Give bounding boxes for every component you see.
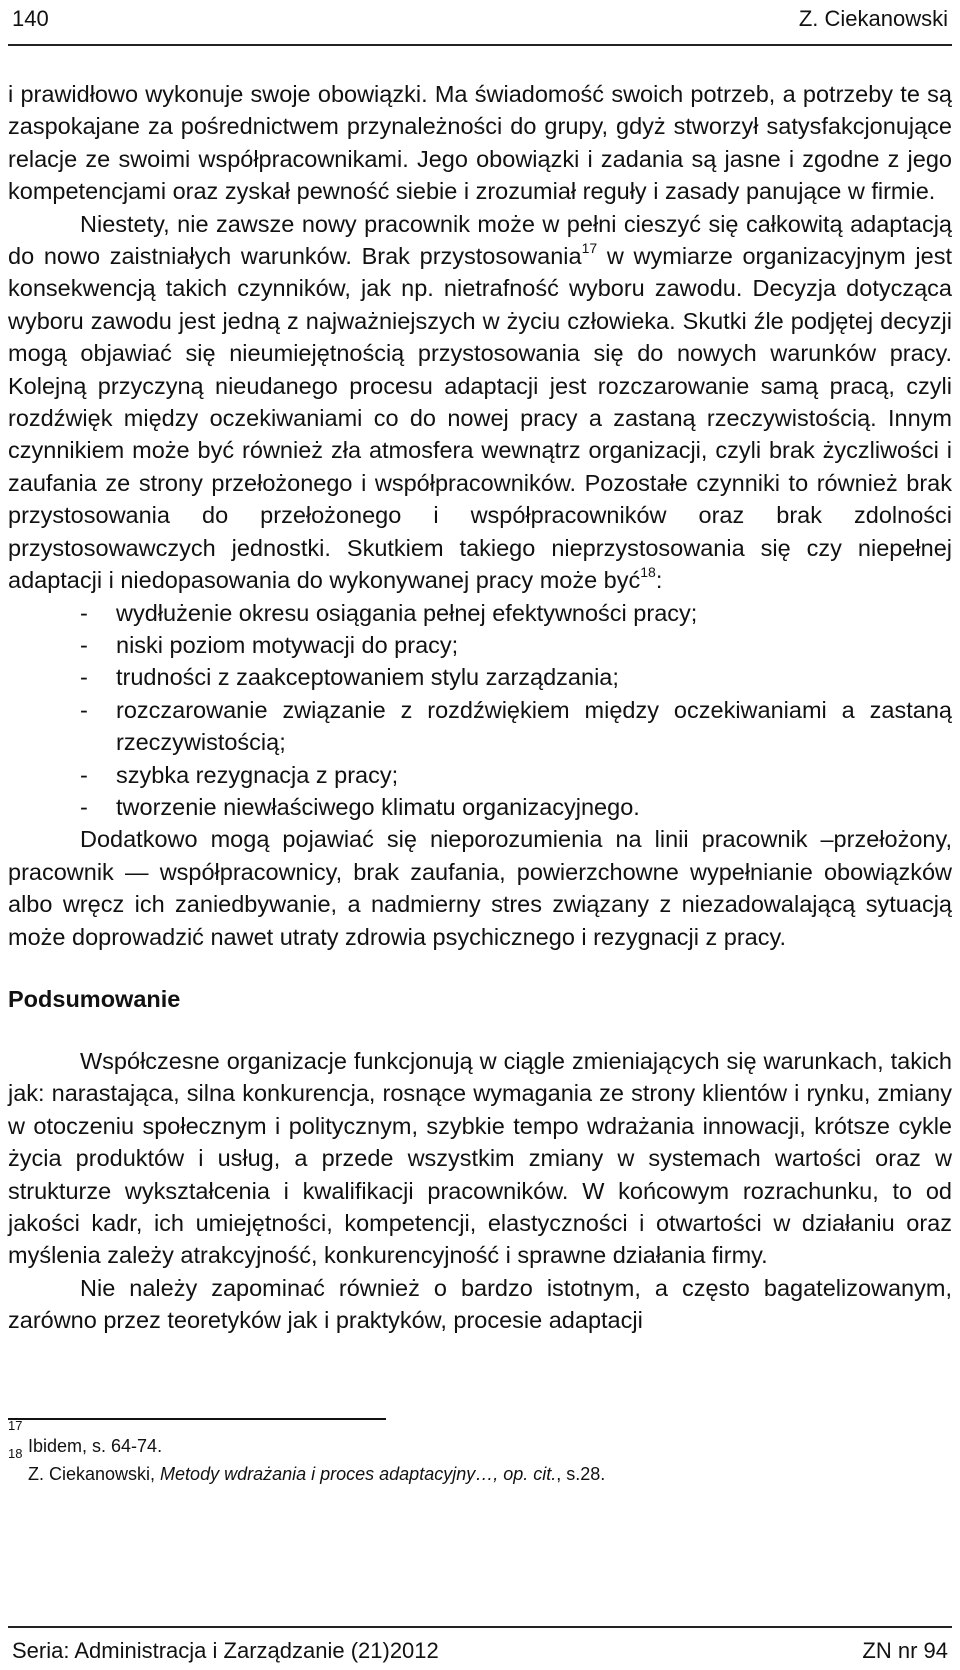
dash-bullet: - xyxy=(80,631,88,658)
dash-bullet: - xyxy=(80,599,88,626)
paragraph-text: w wymiarze organizacyjnym jest konsekwencją takich czynników, jak np. nietrafność wyboru zawodu. Decyzja dotycząca wyboru zawodu jest jedną z najważniejszych w życiu człowieka. Skutki źle podjętej decyzji mogą objawiać się nieumiejętnością przystosowania się do nowych warunków pracy. Kolejną przyczyną nieudanego procesu adaptacji jest rozczarowanie samą pracą, czyli rozdźwięk między oczekiwaniami co do nowej pracy a zastaną rzeczywistością. Innym czynnikiem może być również zła atmosfera wewnątrz organizacji, czyli brak życzliwości i zaufania ze strony przełożonego i współpracowników. Pozostałe czynniki to również brak przystosowania do przełożonego i współpracowników oraz brak zdolności przystosowawczych jednostki. Skutkiem takiego nieprzystosowania się czy niepełnej adaptacji i niedopasowania do wykonywanej pracy może być xyxy=(8,243,952,594)
issue-number: ZN nr 94 xyxy=(862,1638,948,1663)
list-item-text: trudności z zaakceptowaniem stylu zarządzania; xyxy=(116,664,619,691)
footnote-text: Ibidem, s. 64-74. xyxy=(28,1436,163,1456)
main-text xyxy=(8,78,952,1337)
dash-bullet: - xyxy=(80,761,88,788)
paragraph-misunderstandings: Dodatkowo mogą pojawiać się nieporozumienia na linii pracownik –przełożony, pracownik — współpracownicy, brak zaufania, powierzchowne wypełnianie obowiązków albo wręcz ich zaniedbywanie, a nadmierny stres związany z niezadowalającą sytuacją może doprowadzić nawet utraty zdrowia psychicznego i rezygnacji z pracy. xyxy=(8,826,952,950)
effects-list xyxy=(8,597,952,824)
journal-series: Seria: Administracja i Zarządzanie (21)2012 xyxy=(12,1638,439,1663)
paragraph-continued: i prawidłowo wykonuje swoje obowiązki. Ma świadomość swoich potrzeb, a potrzeby te są zaspokajane za pośrednictwem przynależności do grupy, gdyż stworzył satysfakcjonujące relacje ze swoimi współpracownikami. Jego obowiązki i zadania są jasne i zgodne z jego kompetencjami oraz zyskał pewność siebie i zrozumiał reguły i zasady panujące w firmie. xyxy=(8,81,952,205)
page-header xyxy=(8,0,952,46)
footnote-text: Z. Ciekanowski, xyxy=(28,1464,161,1484)
footnote-separator xyxy=(8,1418,386,1420)
paragraph-summary: Współczesne organizacje funkcjonują w ciągle zmieniających się warunkach, takich jak: narastająca, silna konkurencja, rosnące wymagania ze strony klientów i rynku, zmiany w otoczeniu społecznym i politycznym, szybkie tempo wdrażania innowacji, krótsze cykle życia produktów i usług, a przede wszystkim zmiany w systemach wartości oraz w strukturze wykształcenia i kwalifikacji pracowników. W końcowym rozrachunku, to od jakości kadr, ich umiejętności, kompetencji, elastyczności i otwartości w działaniu oraz myślenia zależy atrakcyjność, konkurencyjność i sprawne działania firmy. xyxy=(8,1047,952,1269)
list-item xyxy=(8,759,952,791)
list-item-text: szybka rezygnacja z pracy; xyxy=(116,761,399,788)
dash-bullet: - xyxy=(80,664,88,691)
footnote-title: Metody wdrażania i proces adaptacyjny…, op. cit. xyxy=(160,1464,557,1484)
dash-bullet: - xyxy=(80,793,88,820)
paragraph-text: : xyxy=(655,567,663,594)
list-item xyxy=(8,597,952,629)
list-item xyxy=(8,629,952,661)
list-item-text: rozczarowanie związanie z rozdźwiękiem między oczekiwaniami a zastaną rzeczywistością; xyxy=(116,696,952,756)
list-item xyxy=(8,791,952,823)
section-heading: Podsumowanie xyxy=(8,985,181,1012)
list-item-text: tworzenie niewłaściwego klimatu organizacyjnego. xyxy=(116,793,640,820)
footnote-17: 17 Ibidem, s. 64-74. xyxy=(8,1418,163,1456)
footnote-text: , s.28. xyxy=(556,1464,606,1484)
footnote-ref-17[interactable]: 17 xyxy=(581,240,598,257)
list-item-text: niski poziom motywacji do pracy; xyxy=(116,631,459,658)
page-number: 140 xyxy=(12,6,49,31)
paragraph-text: Niestety, nie zawsze nowy pracownik może w pełni cieszyć się całkowitą adaptacją do nowo zaistniałych warunków. Brak przystosowania xyxy=(8,210,952,270)
list-item xyxy=(8,694,952,759)
footnote-ref-18[interactable]: 18 xyxy=(640,564,656,581)
footnotes xyxy=(8,1418,952,1488)
page-footer xyxy=(8,1626,952,1670)
list-item-text: wydłużenie okresu osiągania pełnej efektywności pracy; xyxy=(116,599,698,626)
dash-bullet: - xyxy=(80,696,88,723)
paragraph-adaptation-process: Nie należy zapominać również o bardzo istotnym, a często bagatelizowanym, zarówno przez teoretyków jak i praktyków, procesie adaptacji xyxy=(8,1274,952,1334)
footnote-18: 18 Z. Ciekanowski, Metody wdrażania i proces adaptacyjny…, op. cit., s.28. xyxy=(8,1446,606,1484)
list-item xyxy=(8,661,952,693)
paragraph-adaptation-factors xyxy=(8,208,952,597)
running-author: Z. Ciekanowski xyxy=(798,6,948,31)
